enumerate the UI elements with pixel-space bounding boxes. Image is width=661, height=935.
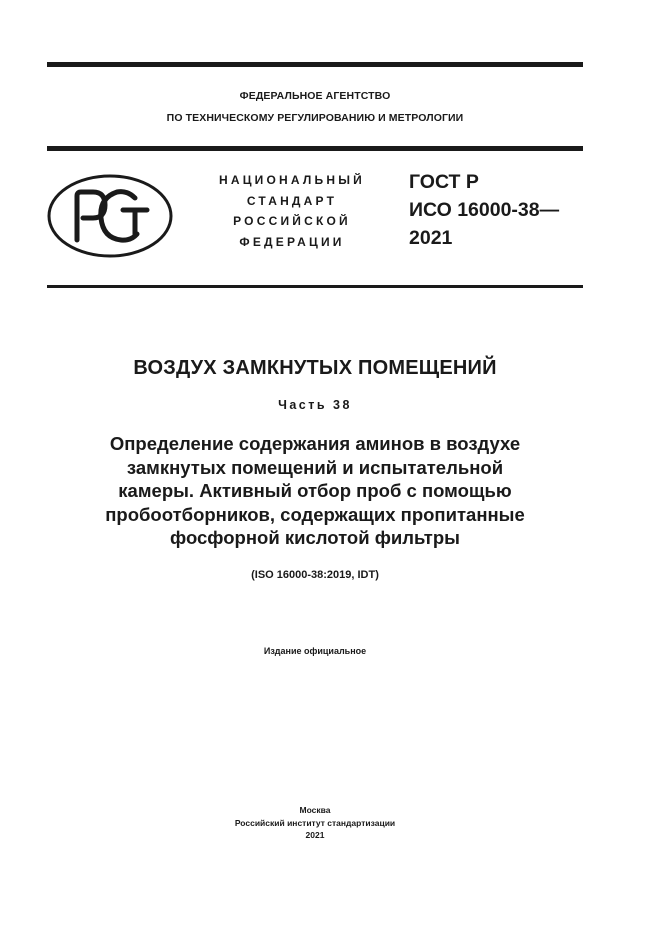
agency-name-line-2: ПО ТЕХНИЧЕСКОМУ РЕГУЛИРОВАНИЮ И МЕТРОЛОГИИ [166, 112, 464, 124]
designation-line: 2021 [409, 227, 453, 249]
subtitle-line: Определение содержания аминов в воздухе [109, 433, 521, 454]
subtitle-line: пробоотборников, содержащих пропитанные [105, 503, 525, 525]
title-block-rule [47, 285, 583, 288]
top-rule [47, 62, 583, 67]
designation-line: ГОСТ Р [409, 171, 479, 193]
national-standard-line: НАЦИОНАЛЬНЫЙ [218, 173, 366, 187]
national-standard-label [192, 170, 392, 252]
standard-designation [409, 168, 559, 252]
edition-note: Издание официальное [263, 646, 367, 656]
subtitle-line: замкнутых помещений и испытательной [126, 456, 504, 478]
national-standard-line: РОССИЙСКОЙ [233, 214, 351, 228]
subtitle-line: камеры. Активный отбор проб с помощью [118, 480, 512, 501]
agency-name-line-1: ФЕДЕРАЛЬНОЕ АГЕНТСТВО [239, 90, 391, 102]
header-divider-rule [47, 146, 583, 151]
document-subtitle [47, 432, 583, 550]
subtitle-line: фосфорной кислотой фильтры [170, 527, 460, 548]
national-standard-line: СТАНДАРТ [246, 193, 338, 208]
publication-year: 2021 [305, 830, 325, 840]
publisher-name: Российский институт стандартизации [234, 817, 396, 828]
document-title: ВОЗДУХ ЗАМКНУТЫХ ПОМЕЩЕНИЙ [133, 357, 497, 379]
publisher-block [47, 804, 583, 842]
publisher-city: Москва [299, 805, 331, 815]
national-standard-line: ФЕДЕРАЦИИ [239, 234, 345, 249]
document-part: Часть 38 [278, 398, 352, 412]
designation-line: ИСО 16000-38— [409, 199, 560, 221]
gost-r-logo-icon [47, 174, 173, 258]
iso-reference: (ISO 16000-38:2019, IDT) [251, 569, 379, 581]
